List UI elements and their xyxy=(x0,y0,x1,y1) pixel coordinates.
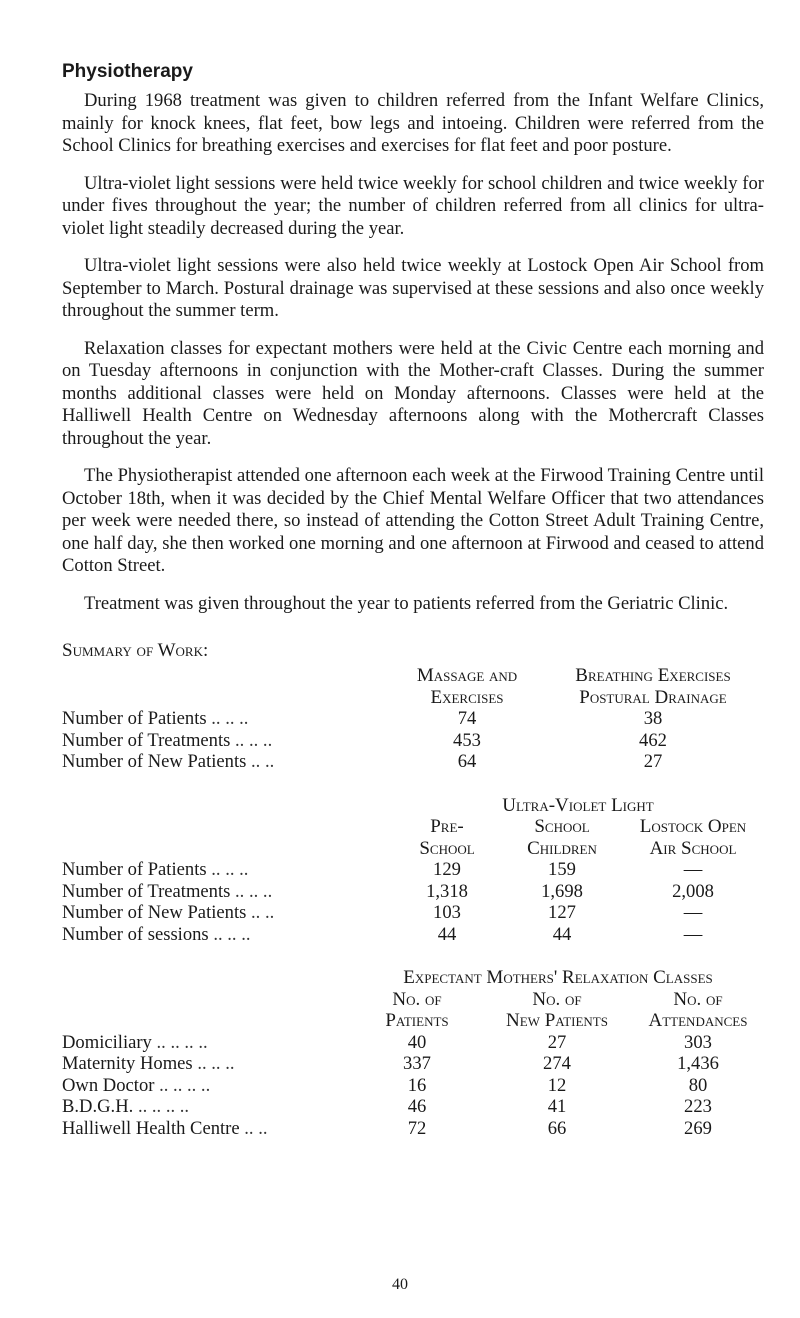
cell-value: 38 xyxy=(643,708,663,729)
column-header: No. of xyxy=(532,988,582,1010)
cell-value: 40 xyxy=(407,1031,427,1053)
cell-value: 41 xyxy=(547,1096,567,1117)
table-row xyxy=(62,1032,764,1054)
cell-value: — xyxy=(683,859,703,880)
leader-dots: .. .. .. .. xyxy=(137,1096,190,1117)
cell-value: 453 xyxy=(453,729,481,751)
row-label: Number of New Patients xyxy=(62,902,247,923)
column-header: Massage and xyxy=(416,665,518,686)
leader-dots: .. .. .. xyxy=(213,923,251,945)
table-row xyxy=(62,751,764,773)
ultra-violet-table xyxy=(62,795,764,946)
cell-value: 27 xyxy=(547,1031,567,1053)
cell-value: 129 xyxy=(433,859,461,880)
paragraph: Treatment was given throughout the year to patients referred from the Geriatric Clinic. xyxy=(84,592,729,614)
cell-value: 46 xyxy=(407,1096,427,1117)
row-label: B.D.G.H. xyxy=(62,1096,134,1117)
column-header: Exercises xyxy=(430,686,504,708)
cell-value: 462 xyxy=(639,729,667,751)
leader-dots: .. .. .. .. xyxy=(156,1031,208,1053)
cell-value: 337 xyxy=(403,1053,431,1074)
cell-value: 1,698 xyxy=(541,880,583,902)
row-label: Halliwell Health Centre xyxy=(62,1117,240,1139)
column-header: Attendances xyxy=(648,1010,748,1031)
paragraph: During 1968 treatment was given to children referred from the Infant Welfare Clinics, mainly for knock knees, flat feet, bow legs and intoeing. Children were referred from the School Clinics for breathing exercises and exercises for flat feet and poor posture. xyxy=(62,90,764,156)
row-label: Maternity Homes xyxy=(62,1053,193,1074)
leader-dots: .. .. .. xyxy=(197,1053,235,1074)
cell-value: 72 xyxy=(407,1117,427,1139)
column-header: Lostock Open xyxy=(639,816,747,837)
row-label: Number of New Patients xyxy=(62,751,247,772)
table-row xyxy=(62,1075,764,1097)
leader-dots: .. .. xyxy=(251,902,275,923)
paragraph: Relaxation classes for expectant mothers were held at the Civic Centre each morning and on Tuesday afternoons in conjunction with the Mother-craft Classes. During the summer months additional classes were held on Monday afternoons. Classes were held at the Halliwell Health Centre on Wednesday afternoons along with the Mothercraft Classes throughout the year. xyxy=(62,337,764,449)
column-header: School xyxy=(534,816,590,837)
table-row xyxy=(62,1053,764,1075)
summary-title: Summary of Work: xyxy=(62,640,209,661)
column-header: No. of xyxy=(392,988,442,1010)
massage-breathing-table xyxy=(62,665,764,773)
table-row xyxy=(62,708,764,730)
cell-value: 159 xyxy=(548,859,576,880)
table-row xyxy=(62,859,764,881)
leader-dots: .. .. .. xyxy=(211,859,249,880)
paragraph: The Physiotherapist attended one afternoon each week at the Firwood Training Centre until October 18th, when it was decided by the Chief Mental Welfare Officer that two attendances per week were needed there, so instead of attending the Cotton Street Adult Training Centre, one half day, she then worked one morning and one afternoon at Firwood and ceased to attend Cotton Street. xyxy=(62,465,764,576)
row-label: Number of sessions xyxy=(62,923,209,945)
cell-value: — xyxy=(683,902,703,923)
cell-value: 103 xyxy=(433,902,461,923)
paragraph: Ultra-violet light sessions were held twice weekly for school children and twice weekly for under fives throughout the year; the number of children referred from all clinics for ultra-violet light steadily decreased during the year. xyxy=(62,172,764,239)
cell-value: 44 xyxy=(437,923,457,945)
table-row xyxy=(62,881,764,903)
cell-value: 274 xyxy=(543,1053,571,1074)
table-row xyxy=(62,924,764,946)
relaxation-classes-table xyxy=(62,967,764,1139)
section-heading: Physiotherapy xyxy=(62,61,193,82)
cell-value: 12 xyxy=(547,1074,567,1096)
group-header: Ultra-Violet Light xyxy=(502,794,654,816)
cell-value: 223 xyxy=(684,1096,712,1117)
column-header: Patients xyxy=(385,1010,449,1031)
cell-value: 27 xyxy=(643,751,663,772)
row-label: Number of Treatments xyxy=(62,729,231,751)
column-header: Postural Drainage xyxy=(579,686,727,708)
cell-value: 74 xyxy=(457,708,477,729)
page-number: 40 xyxy=(392,1276,408,1293)
cell-value: 80 xyxy=(688,1074,708,1096)
table-row xyxy=(62,902,764,924)
column-header: Breathing Exercises xyxy=(575,665,731,686)
leader-dots: .. .. .. xyxy=(235,880,273,902)
cell-value: 1,436 xyxy=(677,1053,719,1074)
row-label: Number of Patients xyxy=(62,708,207,729)
row-label: Own Doctor xyxy=(62,1074,155,1096)
leader-dots: .. .. xyxy=(251,751,275,772)
cell-value: 16 xyxy=(407,1074,427,1096)
cell-value: 2,008 xyxy=(672,880,714,902)
leader-dots: .. .. .. .. xyxy=(159,1074,211,1096)
leader-dots: .. .. xyxy=(244,1117,268,1139)
cell-value: 303 xyxy=(684,1031,712,1053)
group-header: Expectant Mothers' Relaxation Classes xyxy=(403,967,713,988)
column-header: School xyxy=(419,837,475,859)
page xyxy=(62,60,764,1139)
cell-value: 1,318 xyxy=(426,880,468,902)
table-row xyxy=(62,1118,764,1140)
row-label: Number of Treatments xyxy=(62,880,231,902)
cell-value: — xyxy=(683,923,703,945)
cell-value: 127 xyxy=(548,902,576,923)
cell-value: 64 xyxy=(457,751,477,772)
row-label: Number of Patients xyxy=(62,859,207,880)
leader-dots: .. .. .. xyxy=(211,708,249,729)
row-label: Domiciliary xyxy=(62,1031,152,1053)
column-header: No. of xyxy=(673,988,723,1010)
table-row xyxy=(62,1096,764,1118)
leader-dots: .. .. .. xyxy=(235,729,273,751)
paragraph: Ultra-violet light sessions were also held twice weekly at Lostock Open Air School from September to March. Postural drainage was supervised at these sessions and also once weekly throughout the summer term. xyxy=(62,255,764,321)
table-row xyxy=(62,730,764,752)
cell-value: 44 xyxy=(552,923,572,945)
cell-value: 269 xyxy=(684,1117,712,1139)
cell-value: 66 xyxy=(547,1117,567,1139)
column-header: Air School xyxy=(649,837,737,859)
column-header: Children xyxy=(527,837,597,859)
column-header: New Patients xyxy=(506,1010,608,1031)
column-header: Pre- xyxy=(430,816,464,837)
